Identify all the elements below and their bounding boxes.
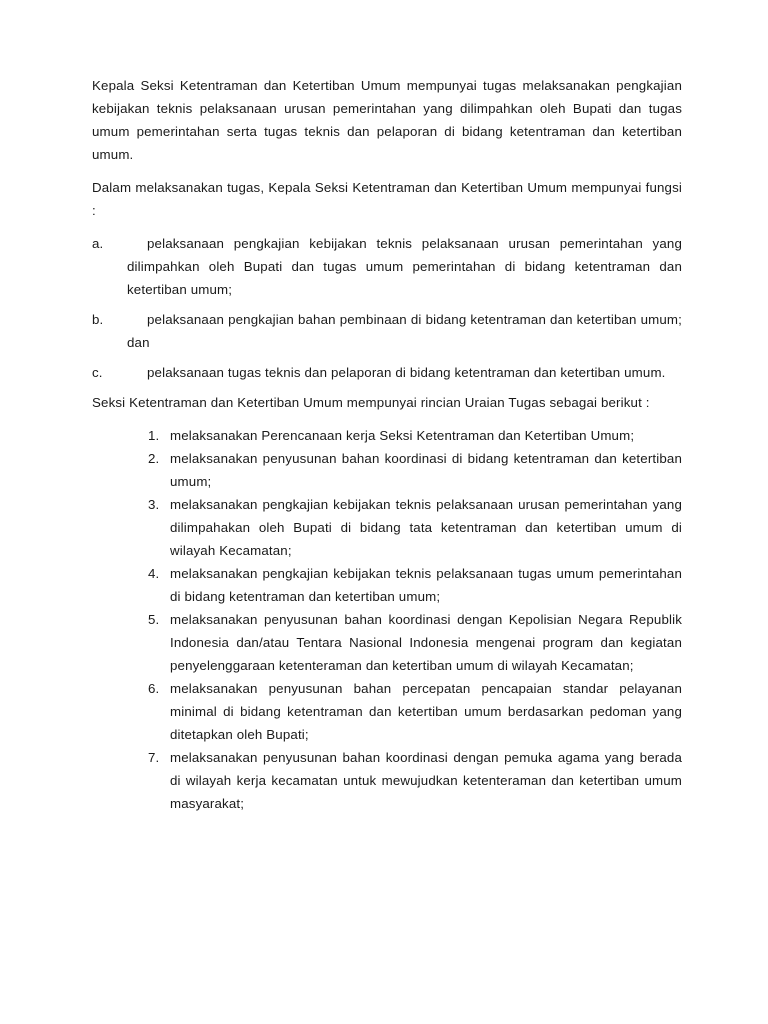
list-item (148, 746, 682, 815)
list-item-text: melaksanakan pengkajian kebijakan teknis pelaksanaan urusan pemerintahan yang dilimpahakan oleh Bupati di bidang tata ketentraman dan ketertiban umum di wilayah Kecamatan; (170, 497, 682, 558)
list-item (92, 232, 682, 301)
list-item-text: melaksanakan penyusunan bahan koordinasi dengan pemuka agama yang berada di wilayah kerja kecamatan untuk mewujudkan ketenteraman dan ketertiban umum masyarakat; (170, 750, 682, 811)
list-item (92, 308, 682, 354)
list-number: 6. (148, 681, 160, 696)
list-item-text: melaksanakan penyusunan bahan koordinasi di bidang ketentraman dan ketertiban umum; (170, 451, 682, 489)
list-item-text: melaksanakan Perencanaan kerja Seksi Ketentraman dan Ketertiban Umum; (170, 428, 635, 443)
list-item (148, 493, 682, 562)
document-page (92, 74, 682, 815)
tugas-intro-paragraph: Seksi Ketentraman dan Ketertiban Umum mempunyai rincian Uraian Tugas sebagai berikut : (92, 395, 650, 410)
list-item (148, 562, 682, 608)
list-item-text: melaksanakan pengkajian kebijakan teknis pelaksanaan tugas umum pemerintahan di bidang ketentraman dan ketertiban umum; (170, 566, 682, 604)
list-item (148, 447, 682, 493)
list-marker: a. (92, 236, 104, 251)
list-item-text: pelaksanaan pengkajian kebijakan teknis pelaksanaan urusan pemerintahan yang dilimpahkan oleh Bupati dan tugas umum pemerintahan di bidang ketentraman dan ketertiban umum; (127, 236, 682, 297)
tugas-list (92, 424, 682, 815)
list-item (148, 677, 682, 746)
intro-paragraph: Kepala Seksi Ketentraman dan Ketertiban Umum mempunyai tugas melaksanakan pengkajian kebijakan teknis pelaksanaan urusan pemerintahan yang dilimpahkan oleh Bupati dan tugas umum pemerintahan serta tugas teknis dan pelaporan di bidang ketentraman dan ketertiban umum. (92, 78, 682, 162)
list-number: 4. (148, 566, 160, 581)
list-item (148, 608, 682, 677)
list-item-text: melaksanakan penyusunan bahan koordinasi dengan Kepolisian Negara Republik Indonesia dan/atau Tentara Nasional Indonesia mengenai program dan kegiatan penyelenggaraan ketenteraman dan ketertiban umum di wilayah Kecamatan; (170, 612, 682, 673)
list-item-text: pelaksanaan pengkajian bahan pembinaan di bidang ketentraman dan ketertiban umum; dan (127, 312, 682, 350)
list-item (92, 361, 682, 384)
list-marker: c. (92, 365, 103, 380)
list-marker: b. (92, 312, 104, 327)
list-number: 5. (148, 612, 160, 627)
list-number: 1. (148, 428, 160, 443)
fungsi-intro-paragraph: Dalam melaksanakan tugas, Kepala Seksi Ketentraman dan Ketertiban Umum mempunyai fungsi : (92, 180, 682, 218)
list-number: 2. (148, 451, 160, 466)
fungsi-list (92, 232, 682, 384)
list-number: 7. (148, 750, 160, 765)
list-number: 3. (148, 497, 160, 512)
list-item (148, 424, 682, 447)
list-item-text: melaksanakan penyusunan bahan percepatan pencapaian standar pelayanan minimal di bidang ketentraman dan ketertiban umum berdasarkan pedoman yang ditetapkan oleh Bupati; (170, 681, 682, 742)
list-item-text: pelaksanaan tugas teknis dan pelaporan di bidang ketentraman dan ketertiban umum. (147, 365, 666, 380)
